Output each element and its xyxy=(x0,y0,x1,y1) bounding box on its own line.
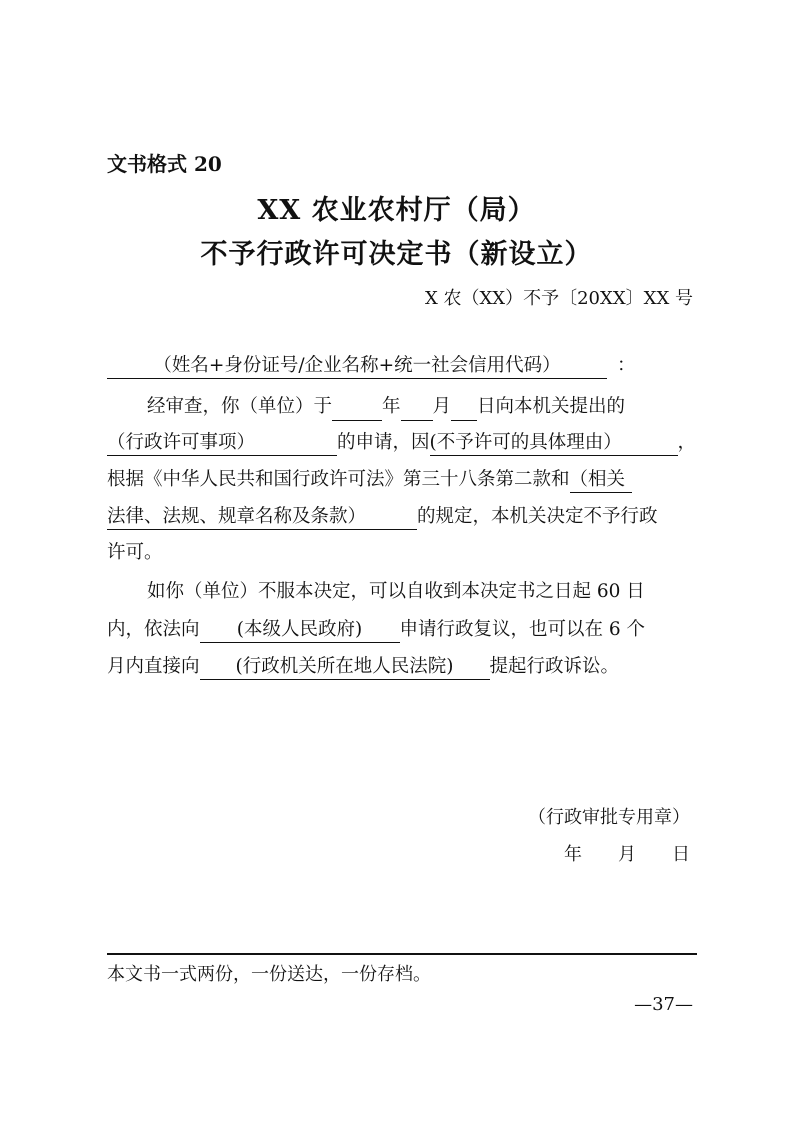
permit-end-text: 许可。 xyxy=(107,542,163,563)
lawful-text: 内，依法向 xyxy=(107,619,200,640)
footer-note: 本文书一式两份，一份送达，一份存档。 xyxy=(107,964,431,985)
paragraph2-line3 xyxy=(107,653,697,683)
month-label: 月 xyxy=(432,396,452,417)
signature-year: 年 xyxy=(564,844,582,865)
paragraph1-line2 xyxy=(107,429,697,459)
decision-text: 的规定，本机关决定不予行政 xyxy=(417,506,658,527)
addressee-line xyxy=(107,352,697,382)
paragraph1-line5 xyxy=(107,539,697,569)
related-law-field-start: （相关 xyxy=(570,468,632,493)
paragraph1-line4 xyxy=(107,503,697,533)
month-blank xyxy=(401,398,433,421)
document-title-line2: 不予行政许可决定书（新设立） xyxy=(200,239,593,270)
document-format-label: 文书格式 20 xyxy=(107,152,222,176)
footer-divider xyxy=(107,953,697,955)
signature-month: 月 xyxy=(618,844,636,865)
related-law-field-end: 法律、法规、规章名称及条款） xyxy=(107,505,417,530)
government-field: (本级人民政府) xyxy=(200,618,400,643)
permit-item-field: （行政许可事项） xyxy=(107,431,337,456)
comma-text: ， xyxy=(677,432,697,453)
reason-field: (不予许可的具体理由） xyxy=(430,431,678,456)
litigation-text: 提起行政诉讼。 xyxy=(489,656,620,677)
approval-seal: （行政审批专用章） xyxy=(528,807,690,828)
year-blank xyxy=(332,398,382,421)
direct-text: 月内直接向 xyxy=(107,656,200,677)
review-text: 经审查，你（单位）于 xyxy=(147,396,333,417)
signature-date xyxy=(564,840,690,866)
legal-basis-text: 根据《中华人民共和国行政许可法》第三十八条第二款和 xyxy=(107,469,570,490)
signature-day: 日 xyxy=(672,844,690,865)
document-number: X 农（XX）不予〔20XX〕XX 号 xyxy=(424,288,693,309)
court-field: (行政机关所在地人民法院) xyxy=(200,655,490,680)
day-tail-text: 日向本机关提出的 xyxy=(477,396,626,417)
year-label: 年 xyxy=(382,396,401,417)
application-text: 的申请，因 xyxy=(337,432,430,453)
addressee-colon: ： xyxy=(617,355,636,376)
addressee-field: （姓名+身份证号/企业名称+统一社会信用代码） xyxy=(107,354,607,379)
paragraph1-line3 xyxy=(107,466,697,496)
paragraph2-line1 xyxy=(107,578,697,608)
appeal-text: 如你（单位）不服本决定，可以自收到本决定书之日起 60 日 xyxy=(147,581,645,602)
document-title-line1: XX 农业农村厅（局） xyxy=(257,195,536,226)
page-number: —37— xyxy=(634,994,693,1015)
day-blank xyxy=(451,398,477,421)
review-application-text: 申请行政复议，也可以在 6 个 xyxy=(399,619,646,640)
paragraph2-line2 xyxy=(107,616,697,646)
paragraph1-line1 xyxy=(107,393,697,423)
